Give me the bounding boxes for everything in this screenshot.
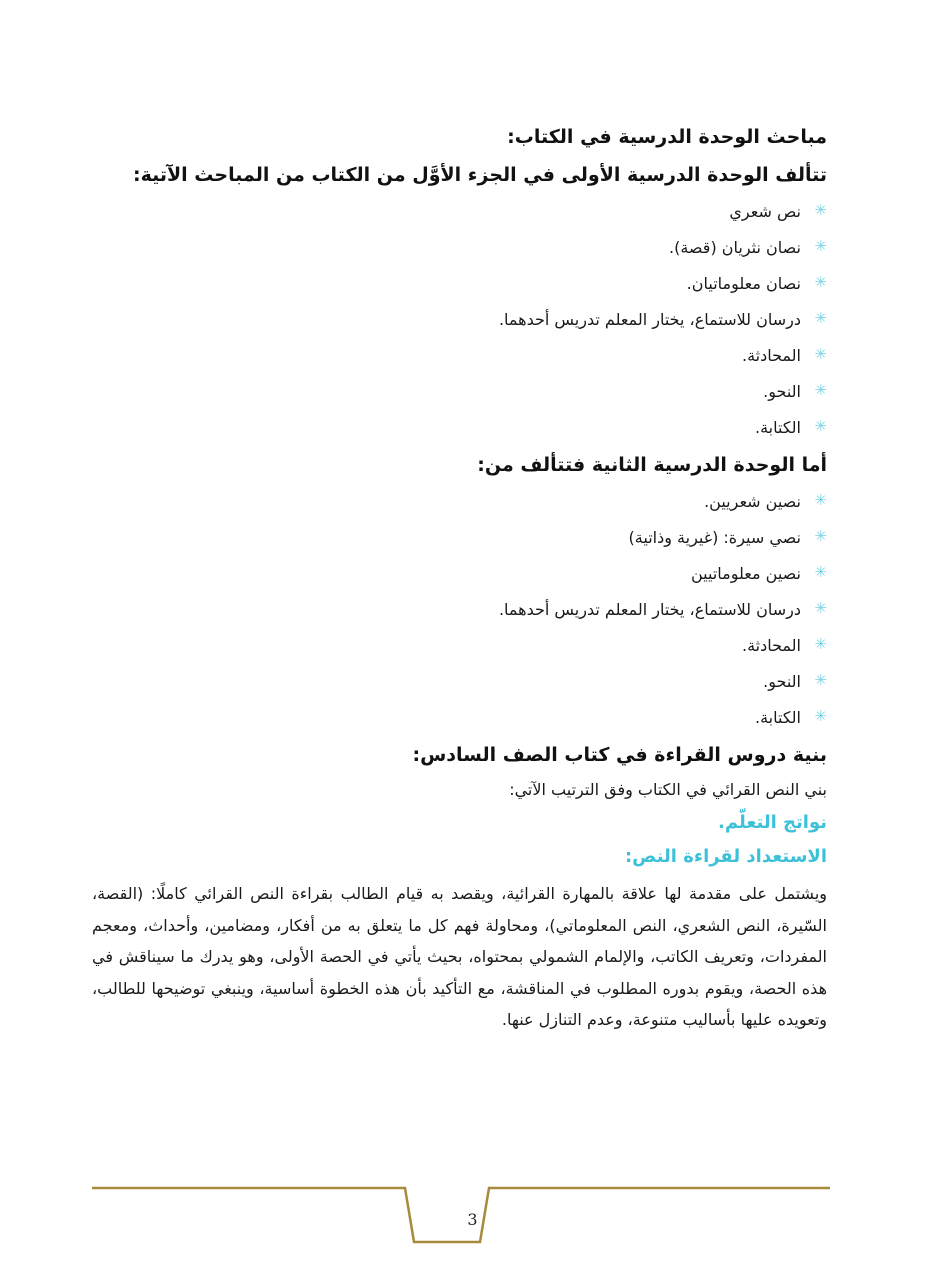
section2-heading: أما الوحدة الدرسية الثانية فتتألف من: [477,454,827,476]
bullet-star-icon: ✳ [814,309,827,327]
list-item: ✳ نصين معلوماتيين [92,556,827,592]
reading-prep-heading: الاستعداد لقراءة النص: [624,846,827,867]
bullet-star-icon: ✳ [814,417,827,435]
list-item: ✳ الكتابة. [92,410,827,446]
list-item: ✳ النحو. [92,374,827,410]
bullet-star-icon: ✳ [814,491,827,509]
list-item: ✳ نصان معلوماتيان. [92,266,827,302]
learning-outcomes-heading: نواتج التعلّم. [718,812,827,833]
bullet-star-icon: ✳ [814,381,827,399]
reading-prep-paragraph: ويشتمل على مقدمة لها علاقة بالمهارة القرائية، ويقصد به قيام الطالب بقراءة النص القرائي كاملًا: (القصة، السّيرة، النص الشعري، النص المعلوماتي)، ومحاولة فهم كل ما يتعلق به من أفكار، ومضامين، وأحداث، ومعجم المفردات، وتعريف الكاتب، والإلمام الشمولي بمحتواه، بحيث يأتي في الحصة الأولى، وهو يدرك ما سيناقش في هذه الحصة، ويقوم بدوره المطلوب في المناقشة، مع التأكيد بأن هذه الخطوة أساسية، وينبغي توضيحها للطالب، وتعويده عليها بأساليب متنوعة، وعدم التنازل عنها. [92,884,827,1029]
list-item: ✳ نصان نثريان (قصة). [92,230,827,266]
list-item: ✳ نص شعري [92,194,827,230]
list-item: ✳ الكتابة. [92,700,827,736]
bullet-star-icon: ✳ [814,707,827,725]
bullet-star-icon: ✳ [814,273,827,291]
list-item: ✳ النحو. [92,664,827,700]
section2-list [92,484,827,736]
list-item: ✳ المحادثة. [92,338,827,374]
bullet-star-icon: ✳ [814,635,827,653]
bullet-star-icon: ✳ [814,671,827,689]
list-item: ✳ درسان للاستماع، يختار المعلم تدريس أحدهما. [92,592,827,628]
list-item: ✳ المحادثة. [92,628,827,664]
section1-list [92,194,827,446]
list-item: ✳ درسان للاستماع، يختار المعلم تدريس أحدهما. [92,302,827,338]
bullet-star-icon: ✳ [814,237,827,255]
section1-subheading: تتألف الوحدة الدرسية الأولى في الجزء الأوَّل من الكتاب من المباحث الآتية: [133,164,827,186]
section3-heading: بنية دروس القراءة في كتاب الصف السادس: [412,744,827,766]
section1-heading: مباحث الوحدة الدرسية في الكتاب: [507,126,827,148]
section3-intro: بني النص القرائي في الكتاب وفق الترتيب الآتي: [509,780,827,799]
bullet-star-icon: ✳ [814,563,827,581]
bullet-star-icon: ✳ [814,201,827,219]
list-item: ✳ نصين شعريين. [92,484,827,520]
bullet-star-icon: ✳ [814,599,827,617]
page-content [92,118,827,1036]
bullet-star-icon: ✳ [814,345,827,363]
list-item: ✳ نصي سيرة: (غيرية وذاتية) [92,520,827,556]
bullet-star-icon: ✳ [814,527,827,545]
page-number: 3 [467,1210,478,1229]
